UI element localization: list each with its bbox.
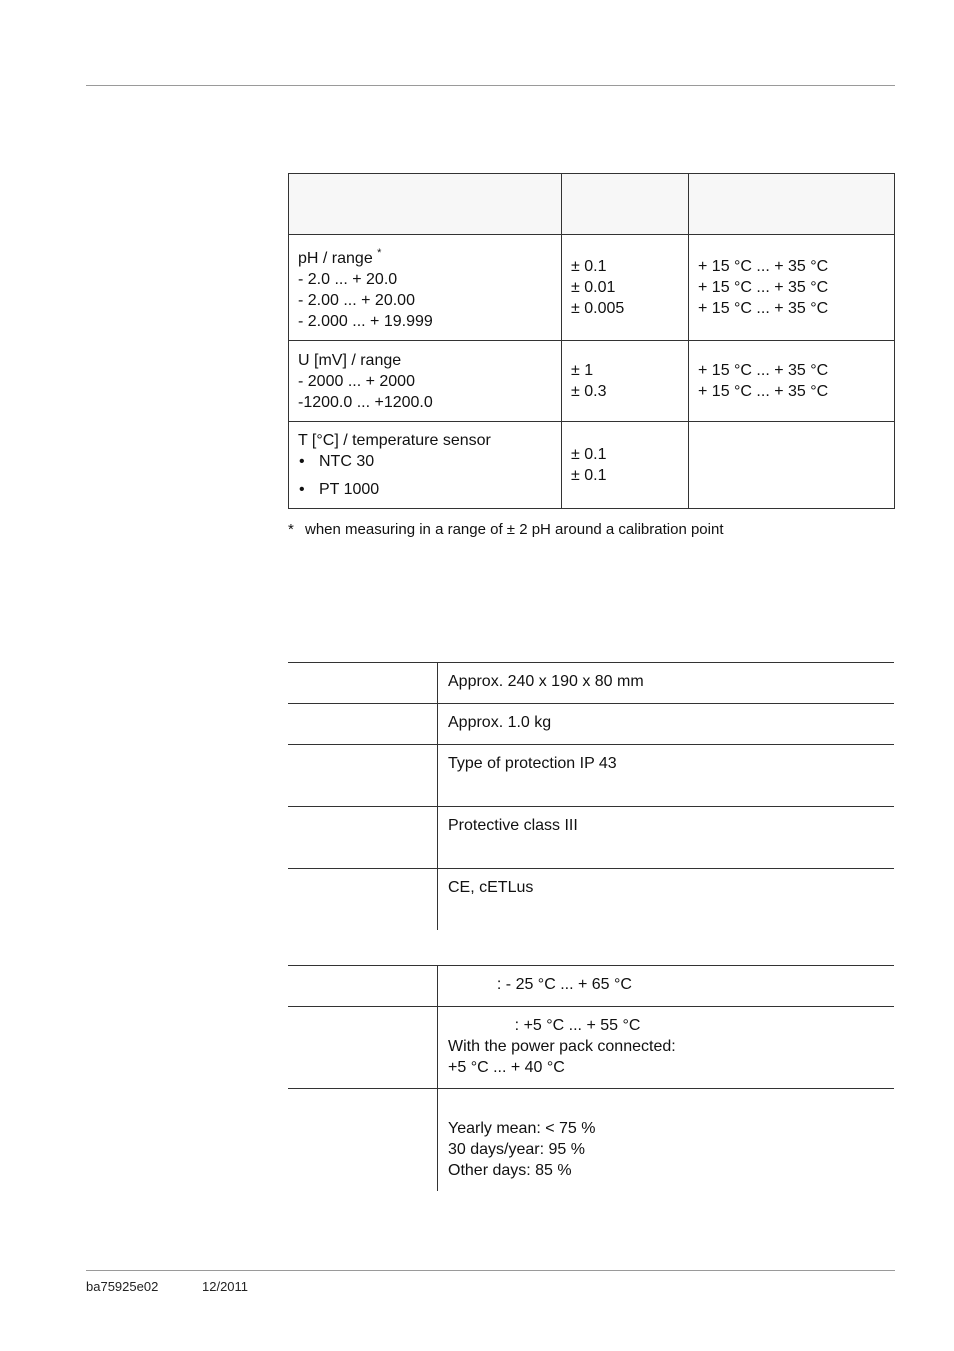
ambient-conditions-table	[288, 965, 894, 1191]
row-label	[288, 663, 438, 703]
temperature-cell	[689, 422, 895, 509]
row-value	[438, 1007, 686, 1088]
row-value	[438, 745, 627, 806]
quantity-text: pH / range	[298, 250, 373, 267]
accuracy-table	[288, 173, 895, 509]
temperature-cell	[689, 341, 895, 422]
footer-doc-id: ba75925e02	[86, 1279, 159, 1294]
accuracy-text: ± 1	[571, 362, 594, 379]
sensor-list-item: • NTC 30	[298, 451, 552, 472]
row-label	[288, 1089, 438, 1191]
operation-value: : +5 °C ... + 55 °C	[448, 1017, 641, 1034]
header-rule	[86, 85, 895, 86]
humidity-value: 30 days/year: 95 %	[448, 1141, 585, 1158]
row-label	[288, 1007, 438, 1088]
accuracy-text: ± 0.01	[571, 279, 616, 296]
accuracy-cell	[562, 422, 689, 509]
humidity-value: Yearly mean: < 75 %	[448, 1120, 596, 1137]
accuracy-text: ± 0.1	[571, 258, 607, 275]
operation-value: +5 °C ... + 40 °C	[448, 1059, 565, 1076]
accuracy-text: ± 0.005	[571, 300, 625, 317]
row-label	[288, 869, 438, 930]
quantity-text: -1200.0 ... +1200.0	[298, 393, 433, 411]
header-cell	[562, 174, 689, 235]
temperature-cell	[689, 235, 895, 341]
dimensions-value: Approx. 240 x 190 x 80 mm	[448, 673, 644, 690]
row-value	[438, 869, 543, 930]
table-row	[288, 868, 894, 930]
protective-class-value: Protective class III	[448, 817, 578, 834]
weight-value: Approx. 1.0 kg	[448, 714, 552, 731]
table-row	[289, 341, 895, 422]
table-row	[289, 422, 895, 509]
quantity-text: U [mV] / range	[298, 351, 402, 369]
row-label	[288, 966, 438, 1006]
row-value	[438, 704, 561, 744]
sensor-list-item: • PT 1000	[298, 479, 552, 500]
accuracy-cell	[562, 341, 689, 422]
table-row	[288, 1088, 894, 1191]
temperature-text: + 15 °C ... + 35 °C	[698, 279, 829, 296]
accuracy-text: ± 0.1	[571, 446, 607, 463]
header-cell	[689, 174, 895, 235]
table-row	[288, 965, 894, 1006]
table-footnote	[288, 521, 724, 538]
footnote-marker: *	[288, 521, 294, 538]
table-row	[288, 662, 894, 703]
footnote-marker: *	[377, 247, 382, 259]
table-row	[288, 1006, 894, 1088]
table-row	[288, 744, 894, 806]
footer-rule	[86, 1270, 895, 1271]
row-label	[288, 704, 438, 744]
accuracy-cell	[562, 235, 689, 341]
quantity-text: - 2.000 ... + 19.999	[298, 313, 433, 330]
quantity-text: - 2.0 ... + 20.0	[298, 271, 398, 288]
storage-value: : - 25 °C ... + 65 °C	[448, 976, 632, 993]
operation-value: With the power pack connected:	[448, 1038, 676, 1055]
accuracy-text: ± 0.1	[571, 467, 607, 484]
row-value	[438, 807, 588, 868]
test-certificates-value: CE, cETLus	[448, 879, 534, 896]
quantity-cell	[289, 341, 562, 422]
quantity-text: - 2000 ... + 2000	[298, 372, 415, 390]
protection-value: Type of protection IP 43	[448, 755, 617, 772]
quantity-text: T [°C] / temperature sensor	[298, 432, 491, 449]
humidity-value: Other days: 85 %	[448, 1162, 572, 1179]
temperature-text: + 15 °C ... + 35 °C	[698, 300, 829, 317]
row-value	[438, 966, 642, 1006]
row-label	[288, 745, 438, 806]
temperature-text: + 15 °C ... + 35 °C	[698, 258, 829, 275]
row-value	[438, 1089, 606, 1191]
quantity-cell	[289, 235, 562, 341]
row-label	[288, 807, 438, 868]
table-row	[288, 703, 894, 744]
header-cell	[289, 174, 562, 235]
table-row	[289, 235, 895, 341]
row-value	[438, 663, 654, 703]
humidity-value	[448, 1097, 596, 1118]
general-data-table	[288, 662, 894, 930]
accuracy-text: ± 0.3	[571, 383, 607, 400]
quantity-cell	[289, 422, 562, 509]
quantity-text: - 2.00 ... + 20.00	[298, 292, 415, 309]
temperature-text: + 15 °C ... + 35 °C	[698, 362, 829, 379]
footnote-text: when measuring in a range of ± 2 pH around a calibration point	[305, 521, 724, 538]
temperature-text: + 15 °C ... + 35 °C	[698, 383, 829, 400]
footer-date: 12/2011	[202, 1279, 249, 1294]
accuracy-table-header	[289, 174, 895, 235]
table-row	[288, 806, 894, 868]
